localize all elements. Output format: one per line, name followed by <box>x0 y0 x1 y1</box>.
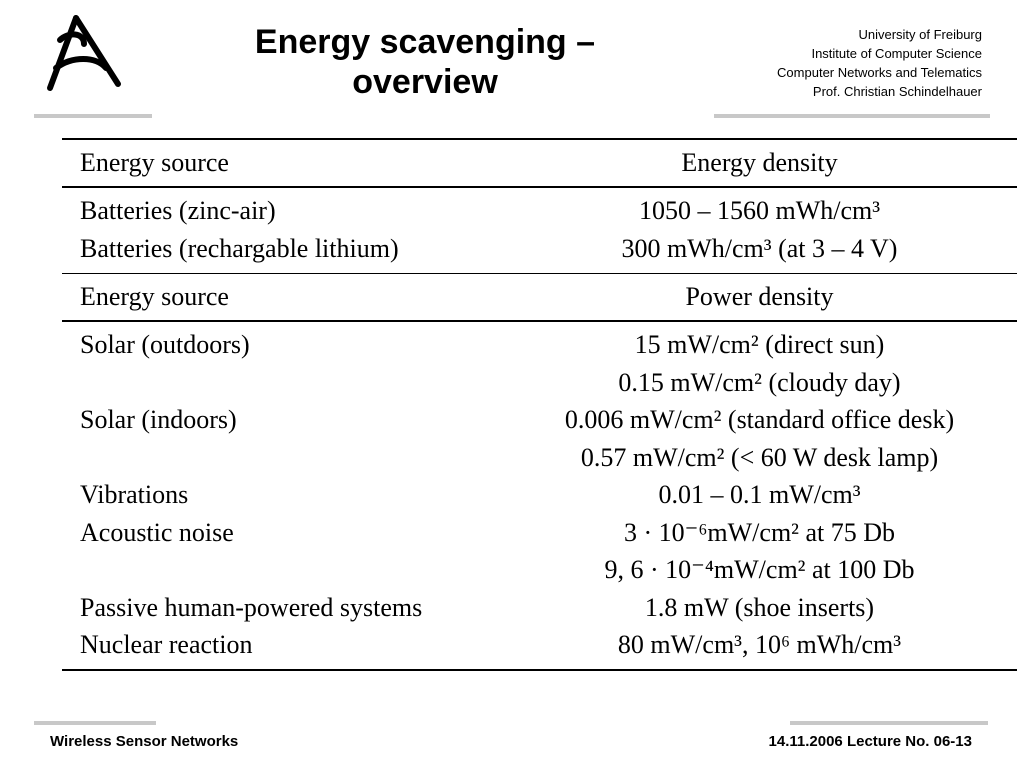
header-power-source: Energy source <box>80 282 229 311</box>
header-energy-density: Energy density <box>681 148 838 177</box>
table-row <box>62 589 1017 627</box>
source-cell: Passive human-powered systems <box>80 592 423 622</box>
table-bottom-rule <box>62 669 1017 671</box>
header-energy-source: Energy source <box>80 148 229 177</box>
footer-lecture: 14.11.2006 Lecture No. 06-13 <box>768 733 972 750</box>
table-row <box>62 327 1017 365</box>
table-row <box>62 552 1017 590</box>
density-cell: 0.15 mW/cm² (cloudy day) <box>618 367 901 397</box>
title-line-1: Energy scavenging – <box>254 23 596 61</box>
table-row <box>62 514 1017 552</box>
source-cell: Vibrations <box>80 480 189 510</box>
table-row <box>62 627 1017 665</box>
density-cell: 0.006 mW/cm² (standard office desk) <box>564 405 955 435</box>
density-cell: 15 mW/cm² (direct sun) <box>634 330 885 360</box>
density-cell: 3 · 10⁻⁶mW/cm² at 75 Db <box>623 517 896 547</box>
density-cell: 9, 6 · 10⁻⁴mW/cm² at 100 Db <box>604 555 915 585</box>
bottom-left-rule <box>34 721 156 725</box>
energy-rows <box>62 188 1017 273</box>
title-line-2: overview <box>352 63 498 101</box>
header-power-density: Power density <box>685 282 834 311</box>
table-row <box>62 193 1017 231</box>
density-cell: 0.01 – 0.1 mW/cm³ <box>658 480 861 510</box>
table-row <box>62 439 1017 477</box>
density-cell: 80 mW/cm³, 10⁶ mWh/cm³ <box>617 630 902 660</box>
source-cell: Batteries (rechargable lithium) <box>80 233 399 263</box>
slide-title <box>200 22 650 102</box>
source-cell: Solar (indoors) <box>80 405 237 435</box>
source-cell: Solar (outdoors) <box>80 330 250 360</box>
source-cell: Acoustic noise <box>80 517 234 547</box>
table-row <box>62 364 1017 402</box>
density-cell: 1050 – 1560 mWh/cm³ <box>638 196 881 226</box>
density-cell: 0.57 mW/cm² (< 60 W desk lamp) <box>580 442 939 472</box>
source-cell: Batteries (zinc-air) <box>80 196 276 226</box>
university-logo-icon <box>38 10 128 100</box>
table-row <box>62 402 1017 440</box>
source-cell: Nuclear reaction <box>80 630 253 660</box>
top-left-rule <box>34 114 152 118</box>
density-cell: 300 mWh/cm³ (at 3 – 4 V) <box>621 233 898 263</box>
density-cell: 1.8 mW (shoe inserts) <box>644 592 875 622</box>
footer-course: Wireless Sensor Networks <box>50 733 239 750</box>
energy-header-row <box>62 140 1017 186</box>
power-rows <box>62 322 1017 670</box>
affiliation-professor: Prof. Christian Schindelhauer <box>812 84 982 99</box>
affiliation-group: Computer Networks and Telematics <box>777 65 982 80</box>
energy-table <box>62 138 1017 671</box>
bottom-right-rule <box>790 721 988 725</box>
affiliation-institute: Institute of Computer Science <box>811 46 982 61</box>
top-right-rule <box>714 114 990 118</box>
power-header-row <box>62 274 1017 320</box>
table-row <box>62 230 1017 268</box>
affiliation-block <box>777 25 982 101</box>
affiliation-university: University of Freiburg <box>858 27 982 42</box>
table-row <box>62 477 1017 515</box>
